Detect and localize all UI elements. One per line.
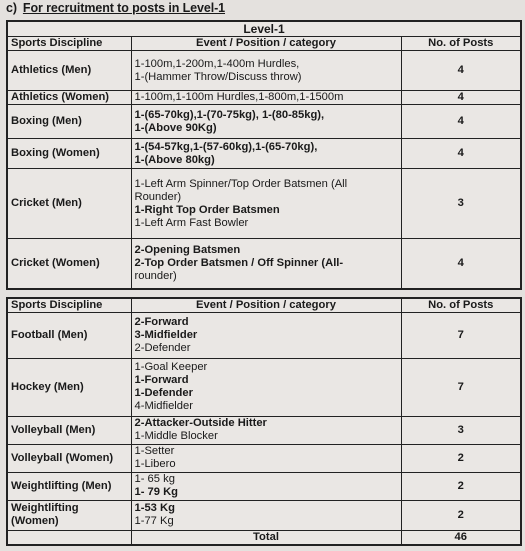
event-line: 1- 79 Kg: [134, 486, 179, 498]
event-line: 1-Libero: [134, 458, 176, 470]
event-line: 4-Midfielder: [134, 400, 193, 412]
posts-count: 4: [401, 91, 521, 105]
posts-count: 2: [401, 472, 521, 500]
event-line: 2-Defender: [134, 341, 191, 354]
sport-discipline: Boxing (Women): [7, 139, 131, 169]
level-title: Level-1: [7, 21, 521, 37]
table1-body: [7, 51, 521, 289]
posts-count: 7: [401, 312, 521, 358]
sport-discipline: Volleyball (Men): [7, 416, 131, 444]
event-list: [131, 444, 401, 472]
table-row: [7, 416, 521, 444]
event-line: 1-Setter: [134, 445, 175, 457]
event-line: 1-100m,1-100m Hurdles,1-800m,1-1500m: [134, 91, 344, 103]
event-line: 1-Forward: [134, 374, 189, 386]
total-label: Total: [131, 530, 401, 545]
table-row: [7, 500, 521, 530]
event-list: [131, 169, 401, 239]
table-row: [7, 358, 521, 416]
event-line: 2-Top Order Batsmen / Off Spinner (All-: [134, 256, 344, 269]
event-list: [131, 312, 401, 358]
event-line: 1-Right Top Order Batsmen: [134, 203, 280, 216]
sport-discipline: Hockey (Men): [7, 358, 131, 416]
sport-discipline: Boxing (Men): [7, 105, 131, 139]
sport-discipline: Weightlifting (Women): [7, 500, 131, 530]
posts-count: 3: [401, 169, 521, 239]
posts-count: 2: [401, 444, 521, 472]
posts-count: 4: [401, 51, 521, 91]
event-line: 1-Left Arm Spinner/Top Order Batsmen (All: [134, 177, 348, 190]
table-row: [7, 51, 521, 91]
table2-body: [7, 312, 521, 530]
event-line: 3-Midfielder: [134, 328, 198, 341]
posts-count: 4: [401, 105, 521, 139]
total-value: 46: [401, 530, 521, 545]
level-1-table-continued: [6, 297, 522, 546]
col-header-sport: Sports Discipline: [7, 37, 131, 51]
event-list: [131, 105, 401, 139]
table-row: [7, 139, 521, 169]
col-header-sport: Sports Discipline: [7, 298, 131, 313]
sport-discipline: Volleyball (Women): [7, 444, 131, 472]
total-row: [7, 530, 521, 545]
event-line: 1- 65 kg: [134, 473, 175, 485]
col-header-posts: No. of Posts: [401, 37, 521, 51]
sport-discipline: Football (Men): [7, 312, 131, 358]
table-row: [7, 105, 521, 139]
posts-count: 2: [401, 500, 521, 530]
event-list: [131, 51, 401, 91]
posts-count: 7: [401, 358, 521, 416]
event-list: [131, 358, 401, 416]
event-line: 2-Attacker-Outside Hitter: [134, 417, 267, 429]
event-list: [131, 472, 401, 500]
event-list: [131, 139, 401, 169]
section-label: c): [6, 1, 17, 15]
event-line: 1-(Hammer Throw/Discuss throw): [134, 70, 302, 83]
sport-discipline: Athletics (Men): [7, 51, 131, 91]
event-line: 1-77 Kg: [134, 515, 174, 527]
recruitment-document: [6, 20, 520, 546]
sport-discipline: Cricket (Men): [7, 169, 131, 239]
event-list: [131, 239, 401, 289]
event-line: 1-(Above 90Kg): [134, 121, 217, 134]
event-list: [131, 416, 401, 444]
event-list: [131, 91, 401, 105]
section-heading: [6, 1, 225, 15]
event-line: 1-53 Kg: [134, 502, 175, 514]
col-header-event: Event / Position / category: [131, 37, 401, 51]
event-line: 1-Left Arm Fast Bowler: [134, 216, 249, 229]
col-header-posts: No. of Posts: [401, 298, 521, 313]
table-row: [7, 444, 521, 472]
table-row: [7, 312, 521, 358]
posts-count: 4: [401, 139, 521, 169]
table-row: [7, 239, 521, 289]
table-row: [7, 169, 521, 239]
table-row: [7, 91, 521, 105]
sport-discipline: Weightlifting (Men): [7, 472, 131, 500]
level-1-table: [6, 20, 522, 290]
event-line: 1-Middle Blocker: [134, 430, 218, 442]
posts-count: 3: [401, 416, 521, 444]
posts-count: 4: [401, 239, 521, 289]
sport-discipline: Cricket (Women): [7, 239, 131, 289]
section-title: For recruitment to posts in Level-1: [22, 1, 226, 15]
event-line: 1-Defender: [134, 387, 193, 399]
event-line: 2-Forward: [134, 315, 189, 328]
event-line: 1-(65-70kg),1-(70-75kg), 1-(80-85kg),: [134, 108, 325, 121]
event-line: 1-Goal Keeper: [134, 361, 208, 373]
event-line: 1-(Above 80kg): [134, 153, 215, 166]
total-empty: [7, 530, 131, 545]
sport-discipline: Athletics (Women): [7, 91, 131, 105]
event-line: rounder): [134, 269, 177, 282]
col-header-event: Event / Position / category: [131, 298, 401, 313]
event-line: 1-100m,1-200m,1-400m Hurdles,: [134, 57, 300, 70]
event-line: 1-(54-57kg,1-(57-60kg),1-(65-70kg),: [134, 140, 318, 153]
table-row: [7, 472, 521, 500]
event-line: 2-Opening Batsmen: [134, 243, 241, 256]
event-line: Rounder): [134, 190, 182, 203]
event-list: [131, 500, 401, 530]
